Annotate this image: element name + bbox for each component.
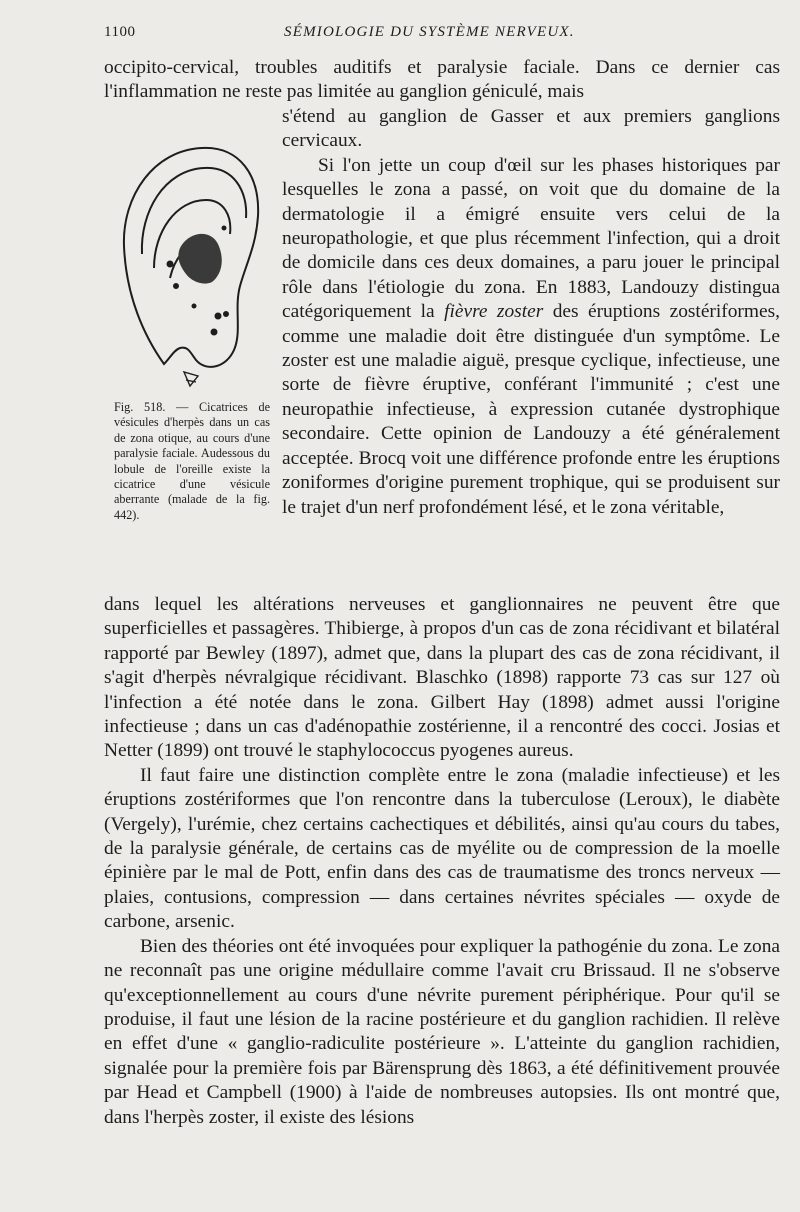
paragraph-3: Il faut faire une distinction complète entre le zona (maladie infectieuse) et les éruptions zostériformes que l'on rencontre dans la tuberculose (Leroux), le diabète (Vergely), l'urémie, chez certains cachectiques et débilités, ainsi qu'au cours du tabes, de la paralysie générale, de certains cas de myélite ou de compression de la moelle épinière par le mal de Pott, enfin dans des cas de traumatisme des troncs nerveux — plaies, contusions, compression — dans certaines névrites spéciales — oxyde de carbone, arsenic. bbox=[104, 764, 780, 933]
ear-illustration-icon bbox=[114, 136, 264, 396]
running-title: SÉMIOLOGIE DU SYSTÈME NERVEUX. bbox=[284, 24, 575, 40]
paragraph-4: Bien des théories ont été invoquées pour expliquer la pathogénie du zona. Le zona ne reconnaît pas une origine médullaire comme l'avait cru Brissaud. Il ne s'observe qu'exceptionnellement au cours d'une névrite purement périphérique. Pour qu'il se produise, il faut une lésion de la racine postérieure et du ganglion rachidien. Il relève en effet d'une « ganglio-radiculite postérieure ». L'atteinte du ganglion rachidien, signalée pour la première fois par Bärensprung dès 1863, a été définitivement prouvée par Head et Campbell (1900) à l'aide de nombreuses autopsies. Ils ont montré que, dans l'herpès zoster, il existe des lésions bbox=[104, 935, 780, 1128]
text-beside-figure bbox=[282, 105, 780, 520]
paragraph-2-text-b: des éruptions zostériformes, comme une maladie doit être distinguée d'un symptôme. Le zoster est une maladie aiguë, presque cyclique, infectieuse, une sorte de fièvre éruptive, conférant l'immunité ; c'est une neuropathie infectieuse, à expression cutanée dystrophique secondaire. Cette opinion de Landouzy a été généralement acceptée. Brocq voit une différence profonde entre les éruptions zoniformes d'origine purement trophique, qui se produisent sur le trajet d'un nerf profondément lésé, et le zona véritable, bbox=[282, 301, 780, 518]
figure-518 bbox=[104, 130, 272, 560]
figure-caption: Fig. 518. — Cicatrices de vésicules d'herpès dans un cas de zona otique, au cours d'une paralysie faciale. Audessous du lobule de l'oreille existe la cicatrice d'une vésicule aberrante (malade de la fig. 442). bbox=[114, 400, 270, 522]
paragraph-2-text-a: Si l'on jette un coup d'œil sur les phases historiques par lesquelles le zona a passé, on voit que du domaine de la dermatologie il a émigré ensuite vers celui de la neuropathologie, et que plus récemment l'infection, qui a droit de domicile dans ces deux domaines, a paru jouer le principal rôle dans l'étiologie du zona. En 1883, Landouzy distingua catégoriquement la bbox=[282, 154, 780, 323]
fievre-zoster-emphasis: fièvre zoster bbox=[444, 301, 544, 323]
intro-paragraph bbox=[104, 56, 780, 105]
intro-text: occipito-cervical, troubles auditifs et paralysie faciale. Dans ce dernier cas l'inflammation ne reste pas limitée au ganglion géniculé, mais bbox=[104, 57, 780, 103]
paragraph-1-end: s'étend au ganglion de Gasser et aux premiers ganglions cervicaux. bbox=[282, 106, 780, 152]
main-text bbox=[104, 593, 780, 1130]
page-number: 1100 bbox=[104, 24, 136, 40]
paragraph-2-continued: dans lequel les altérations nerveuses et ganglionnaires ne peuvent être que superficielles et passagères. Thibierge, à propos d'un cas de zona récidivant et bilatéral rapporté par Bewley (1897), admet que, dans la plupart des cas de zona récidivant, il s'agit d'herpès névralgique récidivant. Blaschko (1898) rapporte 73 cas sur 127 où l'infection a été notée dans le zona. Gilbert Hay (1898) admet aussi l'origine infectieuse ; dans un cas d'adénopathie zostérienne, il a rencontré des cocci. Josias et Netter (1899) ont trouvé le staphylococcus pyogenes aureus. bbox=[104, 594, 780, 762]
page-header bbox=[104, 24, 784, 54]
paragraph-2-start bbox=[282, 154, 780, 520]
